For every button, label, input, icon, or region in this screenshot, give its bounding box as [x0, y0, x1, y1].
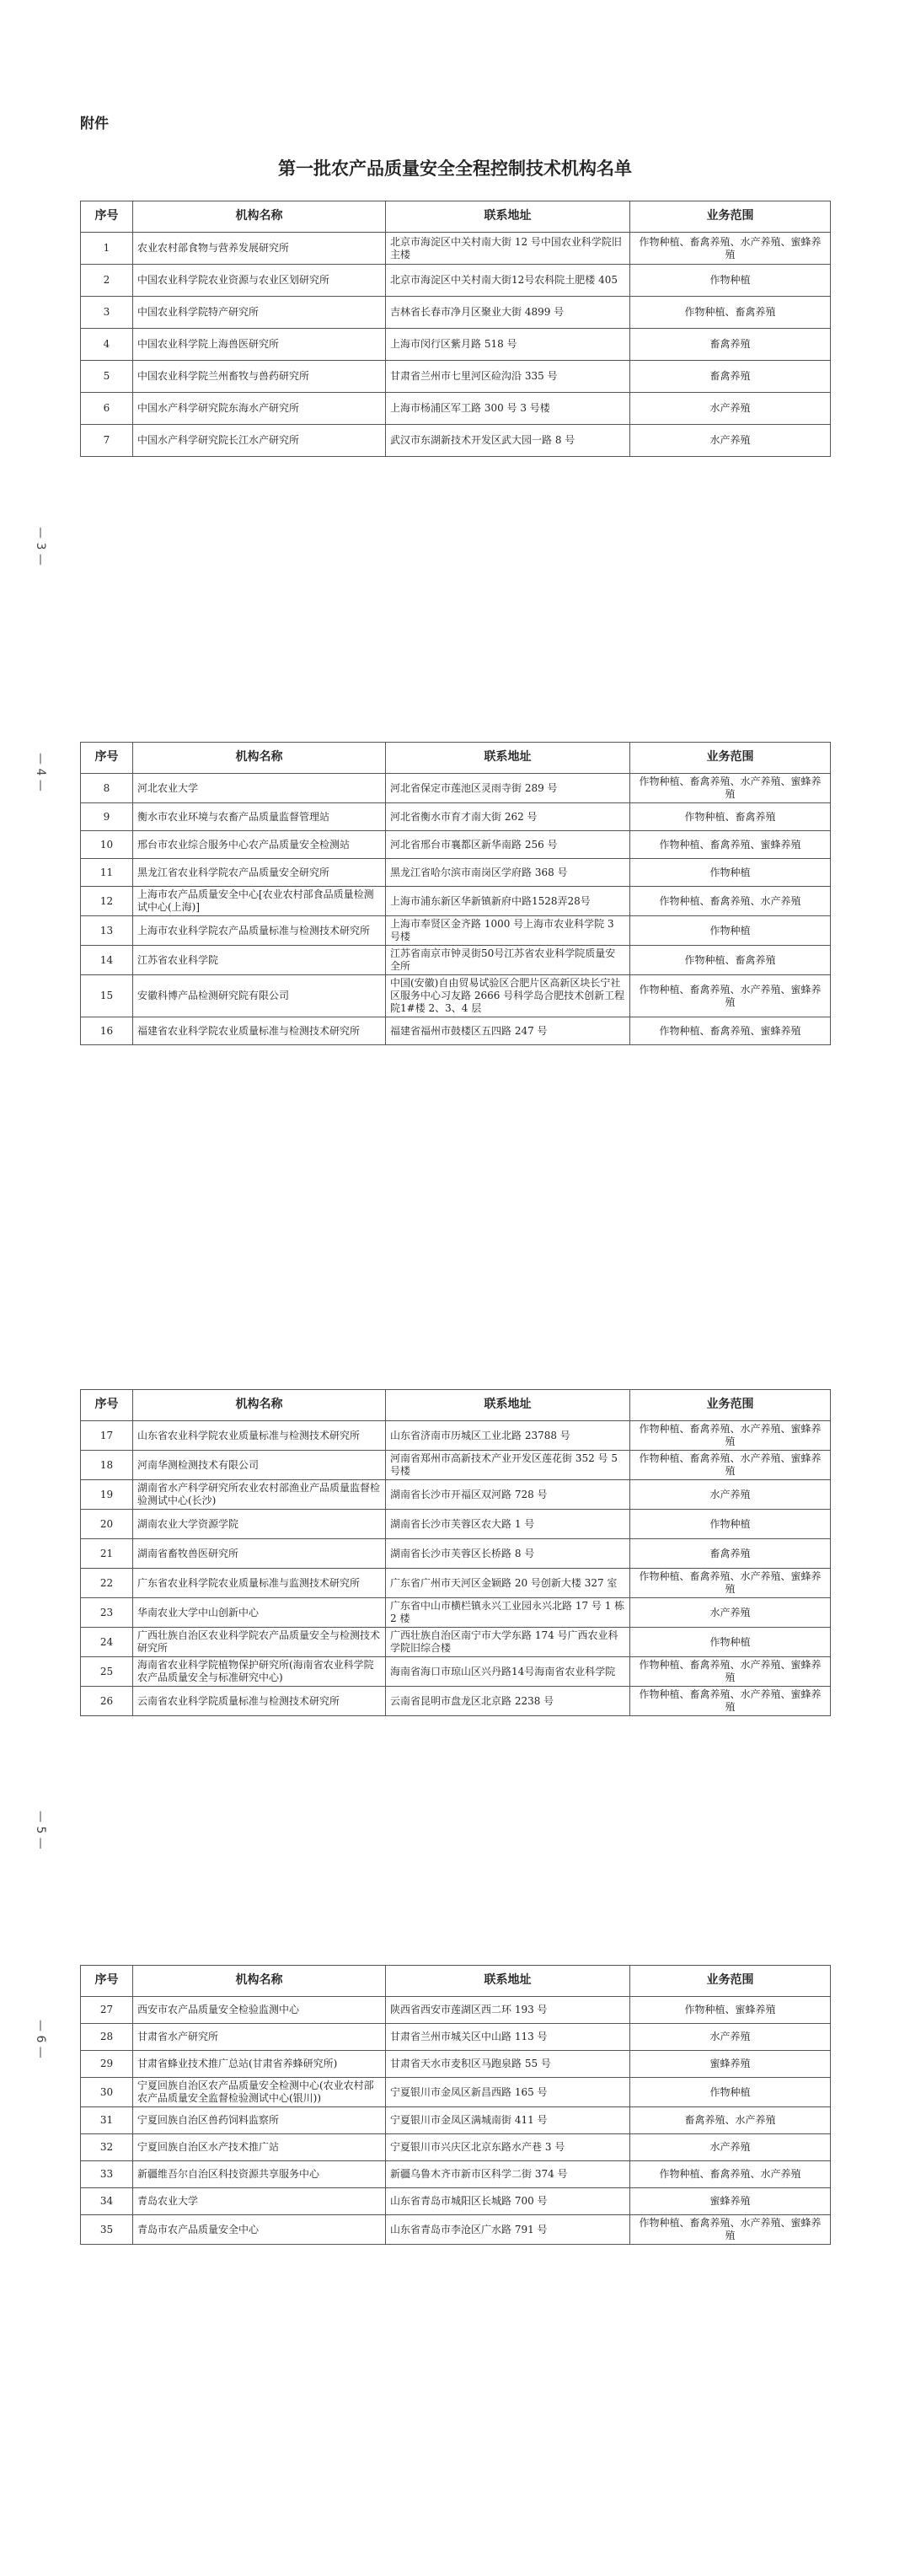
seq-number: 24	[81, 1628, 133, 1657]
column-header-seq: 序号	[81, 1390, 133, 1421]
institution-name: 西安市农产品质量安全检验监测中心	[133, 1997, 386, 2024]
business-scope: 作物种植	[630, 916, 831, 946]
institution-name: 中国农业科学院上海兽医研究所	[133, 329, 386, 361]
business-scope: 水产养殖	[630, 2024, 831, 2051]
institution-name: 邢台市农业综合服务中心农产品质量安全检测站	[133, 831, 386, 859]
table-row	[81, 1687, 831, 1716]
business-scope: 畜禽养殖	[630, 329, 831, 361]
seq-number: 30	[81, 2078, 133, 2107]
institution-name: 江苏省农业科学院	[133, 946, 386, 975]
institution-name: 中国农业科学院农业资源与农业区划研究所	[133, 265, 386, 297]
contact-address: 海南省海口市琼山区兴丹路14号海南省农业科学院	[386, 1657, 630, 1687]
contact-address: 河北省保定市莲池区灵雨寺街 289 号	[386, 774, 630, 803]
column-header-name: 机构名称	[133, 1390, 386, 1421]
table-row	[81, 2215, 831, 2245]
institution-name: 中国水产科学研究院长江水产研究所	[133, 425, 386, 457]
institution-name: 甘肃省蜂业技术推广总站(甘肃省养蜂研究所)	[133, 2051, 386, 2078]
seq-number: 19	[81, 1480, 133, 1510]
contact-address: 河南省郑州市高新技术产业开发区莲花街 352 号 5 号楼	[386, 1451, 630, 1480]
institution-name: 河北农业大学	[133, 774, 386, 803]
table-row	[81, 393, 831, 425]
business-scope: 水产养殖	[630, 2134, 831, 2161]
business-scope: 蜜蜂养殖	[630, 2051, 831, 2078]
contact-address: 湖南省长沙市芙蓉区农大路 1 号	[386, 1510, 630, 1539]
table-row	[81, 2024, 831, 2051]
contact-address: 北京市海淀区中关村南大街12号农科院土肥楼 405	[386, 265, 630, 297]
business-scope: 水产养殖	[630, 425, 831, 457]
table-row	[81, 1657, 831, 1687]
institution-name: 上海市农业科学院农产品质量标准与检测技术研究所	[133, 916, 386, 946]
business-scope: 蜜蜂养殖	[630, 2188, 831, 2215]
business-scope: 水产养殖	[630, 1598, 831, 1628]
page-number: — 3 —	[34, 527, 47, 566]
table-row	[81, 1421, 831, 1451]
seq-number: 7	[81, 425, 133, 457]
table-row	[81, 2134, 831, 2161]
table-row	[81, 1539, 831, 1569]
institution-table-page-3	[80, 201, 831, 457]
business-scope: 作物种植	[630, 265, 831, 297]
contact-address: 山东省青岛市城阳区长城路 700 号	[386, 2188, 630, 2215]
table-row	[81, 1628, 831, 1657]
seq-number: 22	[81, 1569, 133, 1598]
seq-number: 28	[81, 2024, 133, 2051]
contact-address: 甘肃省天水市麦积区马跑泉路 55 号	[386, 2051, 630, 2078]
table-row	[81, 916, 831, 946]
page-number: — 6 —	[34, 2020, 47, 2058]
table-row	[81, 1598, 831, 1628]
table-row	[81, 1997, 831, 2024]
seq-number: 2	[81, 265, 133, 297]
contact-address: 广东省中山市横栏镇永兴工业园永兴北路 17 号 1 栋 2 楼	[386, 1598, 630, 1628]
table-row	[81, 1569, 831, 1598]
institution-name: 中国农业科学院特产研究所	[133, 297, 386, 329]
business-scope: 作物种植	[630, 1628, 831, 1657]
seq-number: 8	[81, 774, 133, 803]
contact-address: 中国(安徽)自由贸易试验区合肥片区高新区块长宁社区服务中心习友路 2666 号科学岛合肥技术创新工程院1#楼 2、3、4 层	[386, 975, 630, 1017]
contact-address: 山东省济南市历城区工业北路 23788 号	[386, 1421, 630, 1451]
business-scope: 水产养殖	[630, 1480, 831, 1510]
table-row	[81, 2107, 831, 2134]
contact-address: 上海市浦东新区华新镇新府中路1528弄28号	[386, 887, 630, 916]
column-header-name: 机构名称	[133, 201, 386, 233]
contact-address: 陕西省西安市莲湖区西二环 193 号	[386, 1997, 630, 2024]
contact-address: 武汉市东湖新技术开发区武大园一路 8 号	[386, 425, 630, 457]
seq-number: 16	[81, 1017, 133, 1045]
column-header-address: 联系地址	[386, 1966, 630, 1997]
business-scope: 作物种植、畜禽养殖、蜜蜂养殖	[630, 831, 831, 859]
seq-number: 17	[81, 1421, 133, 1451]
seq-number: 34	[81, 2188, 133, 2215]
institution-name: 安徽科博产品检测研究院有限公司	[133, 975, 386, 1017]
contact-address: 福建省福州市鼓楼区五四路 247 号	[386, 1017, 630, 1045]
business-scope: 畜禽养殖	[630, 1539, 831, 1569]
table-row	[81, 425, 831, 457]
seq-number: 12	[81, 887, 133, 916]
seq-number: 33	[81, 2161, 133, 2188]
column-header-scope: 业务范围	[630, 1390, 831, 1421]
seq-number: 20	[81, 1510, 133, 1539]
contact-address: 宁夏银川市金凤区满城南街 411 号	[386, 2107, 630, 2134]
seq-number: 31	[81, 2107, 133, 2134]
contact-address: 上海市奉贤区金齐路 1000 号上海市农业科学院 3 号楼	[386, 916, 630, 946]
seq-number: 1	[81, 233, 133, 265]
seq-number: 3	[81, 297, 133, 329]
table-row	[81, 2188, 831, 2215]
table-header-row	[81, 1966, 831, 1997]
seq-number: 18	[81, 1451, 133, 1480]
seq-number: 9	[81, 803, 133, 831]
table-header-row	[81, 1390, 831, 1421]
contact-address: 吉林省长春市净月区聚业大街 4899 号	[386, 297, 630, 329]
table-row	[81, 803, 831, 831]
institution-name: 新疆维吾尔自治区科技资源共享服务中心	[133, 2161, 386, 2188]
institution-name: 广东省农业科学院农业质量标准与监测技术研究所	[133, 1569, 386, 1598]
business-scope: 作物种植、畜禽养殖、水产养殖	[630, 2161, 831, 2188]
business-scope: 作物种植、畜禽养殖	[630, 803, 831, 831]
institution-table-page-6	[80, 1965, 831, 2245]
table-row	[81, 975, 831, 1017]
seq-number: 4	[81, 329, 133, 361]
business-scope: 作物种植、畜禽养殖、水产养殖、蜜蜂养殖	[630, 1569, 831, 1598]
contact-address: 甘肃省兰州市城关区中山路 113 号	[386, 2024, 630, 2051]
table-row	[81, 774, 831, 803]
contact-address: 云南省昆明市盘龙区北京路 2238 号	[386, 1687, 630, 1716]
contact-address: 黑龙江省哈尔滨市南岗区学府路 368 号	[386, 859, 630, 887]
column-header-address: 联系地址	[386, 1390, 630, 1421]
table-row	[81, 946, 831, 975]
institution-name: 湖南省水产科学研究所农业农村部渔业产品质量监督检验测试中心(长沙)	[133, 1480, 386, 1510]
seq-number: 10	[81, 831, 133, 859]
seq-number: 15	[81, 975, 133, 1017]
business-scope: 水产养殖	[630, 393, 831, 425]
contact-address: 宁夏银川市兴庆区北京东路水产巷 3 号	[386, 2134, 630, 2161]
column-header-name: 机构名称	[133, 743, 386, 774]
business-scope: 作物种植、畜禽养殖、蜜蜂养殖	[630, 1017, 831, 1045]
institution-name: 山东省农业科学院农业质量标准与检测技术研究所	[133, 1421, 386, 1451]
business-scope: 作物种植、畜禽养殖、水产养殖、蜜蜂养殖	[630, 1687, 831, 1716]
business-scope: 作物种植、畜禽养殖、水产养殖、蜜蜂养殖	[630, 2215, 831, 2245]
institution-name: 甘肃省水产研究所	[133, 2024, 386, 2051]
business-scope: 作物种植、畜禽养殖、水产养殖、蜜蜂养殖	[630, 1657, 831, 1687]
contact-address: 上海市闵行区紫月路 518 号	[386, 329, 630, 361]
institution-name: 河南华测检测技术有限公司	[133, 1451, 386, 1480]
institution-name: 中国水产科学研究院东海水产研究所	[133, 393, 386, 425]
table-row	[81, 297, 831, 329]
column-header-seq: 序号	[81, 1966, 133, 1997]
contact-address: 广西壮族自治区南宁市大学东路 174 号广西农业科学院旧综合楼	[386, 1628, 630, 1657]
seq-number: 26	[81, 1687, 133, 1716]
institution-name: 上海市农产品质量安全中心[农业农村部食品质量检测试中心(上海)]	[133, 887, 386, 916]
column-header-scope: 业务范围	[630, 1966, 831, 1997]
table-row	[81, 859, 831, 887]
business-scope: 畜禽养殖、水产养殖	[630, 2107, 831, 2134]
contact-address: 湖南省长沙市芙蓉区长桥路 8 号	[386, 1539, 630, 1569]
table-row	[81, 361, 831, 393]
table-row	[81, 265, 831, 297]
table-row	[81, 329, 831, 361]
institution-name: 广西壮族自治区农业科学院农产品质量安全与检测技术研究所	[133, 1628, 386, 1657]
table-header-row	[81, 201, 831, 233]
institution-name: 华南农业大学中山创新中心	[133, 1598, 386, 1628]
business-scope: 作物种植	[630, 2078, 831, 2107]
page-number: — 5 —	[34, 1811, 47, 1849]
institution-name: 海南省农业科学院植物保护研究所(海南省农业科学院农产品质量安全与标准研究中心)	[133, 1657, 386, 1687]
business-scope: 作物种植	[630, 1510, 831, 1539]
business-scope: 作物种植	[630, 859, 831, 887]
table-row	[81, 1480, 831, 1510]
contact-address: 甘肃省兰州市七里河区硷沟沿 335 号	[386, 361, 630, 393]
business-scope: 作物种植、畜禽养殖、水产养殖、蜜蜂养殖	[630, 1421, 831, 1451]
column-header-name: 机构名称	[133, 1966, 386, 1997]
seq-number: 13	[81, 916, 133, 946]
institution-table-page-5	[80, 1389, 831, 1716]
table-row	[81, 887, 831, 916]
seq-number: 6	[81, 393, 133, 425]
institution-name: 福建省农业科学院农业质量标准与检测技术研究所	[133, 1017, 386, 1045]
seq-number: 14	[81, 946, 133, 975]
contact-address: 河北省衡水市育才南大街 262 号	[386, 803, 630, 831]
institution-name: 湖南省畜牧兽医研究所	[133, 1539, 386, 1569]
business-scope: 作物种植、畜禽养殖、水产养殖、蜜蜂养殖	[630, 233, 831, 265]
institution-name: 宁夏回族自治区兽药饲料监察所	[133, 2107, 386, 2134]
table-row	[81, 1017, 831, 1045]
contact-address: 新疆乌鲁木齐市新市区科学二街 374 号	[386, 2161, 630, 2188]
contact-address: 河北省邢台市襄都区新华南路 256 号	[386, 831, 630, 859]
institution-name: 农业农村部食物与营养发展研究所	[133, 233, 386, 265]
table-row	[81, 1510, 831, 1539]
column-header-scope: 业务范围	[630, 201, 831, 233]
seq-number: 5	[81, 361, 133, 393]
page-number: — 4 —	[34, 753, 47, 792]
column-header-address: 联系地址	[386, 743, 630, 774]
business-scope: 作物种植、畜禽养殖、水产养殖、蜜蜂养殖	[630, 1451, 831, 1480]
contact-address: 北京市海淀区中关村南大街 12 号中国农业科学院旧主楼	[386, 233, 630, 265]
institution-name: 中国农业科学院兰州畜牧与兽药研究所	[133, 361, 386, 393]
seq-number: 23	[81, 1598, 133, 1628]
contact-address: 广东省广州市天河区金颖路 20 号创新大楼 327 室	[386, 1569, 630, 1598]
column-header-seq: 序号	[81, 201, 133, 233]
seq-number: 27	[81, 1997, 133, 2024]
attachment-label: 附件	[80, 115, 109, 132]
institution-name: 云南省农业科学院质量标准与检测技术研究所	[133, 1687, 386, 1716]
business-scope: 作物种植、畜禽养殖、水产养殖、蜜蜂养殖	[630, 975, 831, 1017]
seq-number: 35	[81, 2215, 133, 2245]
business-scope: 畜禽养殖	[630, 361, 831, 393]
table-row	[81, 1451, 831, 1480]
document-title: 第一批农产品质量安全全程控制技术机构名单	[278, 158, 632, 179]
column-header-address: 联系地址	[386, 201, 630, 233]
seq-number: 32	[81, 2134, 133, 2161]
business-scope: 作物种植、畜禽养殖	[630, 297, 831, 329]
table-row	[81, 233, 831, 265]
table-row	[81, 2051, 831, 2078]
institution-name: 青岛农业大学	[133, 2188, 386, 2215]
institution-name: 青岛市农产品质量安全中心	[133, 2215, 386, 2245]
business-scope: 作物种植、蜜蜂养殖	[630, 1997, 831, 2024]
institution-table-page-4	[80, 742, 831, 1045]
table-row	[81, 831, 831, 859]
institution-name: 黑龙江省农业科学院农产品质量安全研究所	[133, 859, 386, 887]
business-scope: 作物种植、畜禽养殖、水产养殖	[630, 887, 831, 916]
contact-address: 宁夏银川市金凤区新昌西路 165 号	[386, 2078, 630, 2107]
table-row	[81, 2078, 831, 2107]
seq-number: 25	[81, 1657, 133, 1687]
column-header-scope: 业务范围	[630, 743, 831, 774]
column-header-seq: 序号	[81, 743, 133, 774]
business-scope: 作物种植、畜禽养殖	[630, 946, 831, 975]
business-scope: 作物种植、畜禽养殖、水产养殖、蜜蜂养殖	[630, 774, 831, 803]
contact-address: 上海市杨浦区军工路 300 号 3 号楼	[386, 393, 630, 425]
seq-number: 21	[81, 1539, 133, 1569]
institution-name: 宁夏回族自治区水产技术推广站	[133, 2134, 386, 2161]
institution-name: 衡水市农业环境与农畜产品质量监督管理站	[133, 803, 386, 831]
contact-address: 江苏省南京市钟灵街50号江苏省农业科学院质量安全所	[386, 946, 630, 975]
seq-number: 29	[81, 2051, 133, 2078]
contact-address: 山东省青岛市李沧区广水路 791 号	[386, 2215, 630, 2245]
seq-number: 11	[81, 859, 133, 887]
institution-name: 湖南农业大学资源学院	[133, 1510, 386, 1539]
institution-name: 宁夏回族自治区农产品质量安全检测中心(农业农村部农产品质量安全监督检验测试中心(银川))	[133, 2078, 386, 2107]
table-header-row	[81, 743, 831, 774]
table-row	[81, 2161, 831, 2188]
contact-address: 湖南省长沙市开福区双河路 728 号	[386, 1480, 630, 1510]
